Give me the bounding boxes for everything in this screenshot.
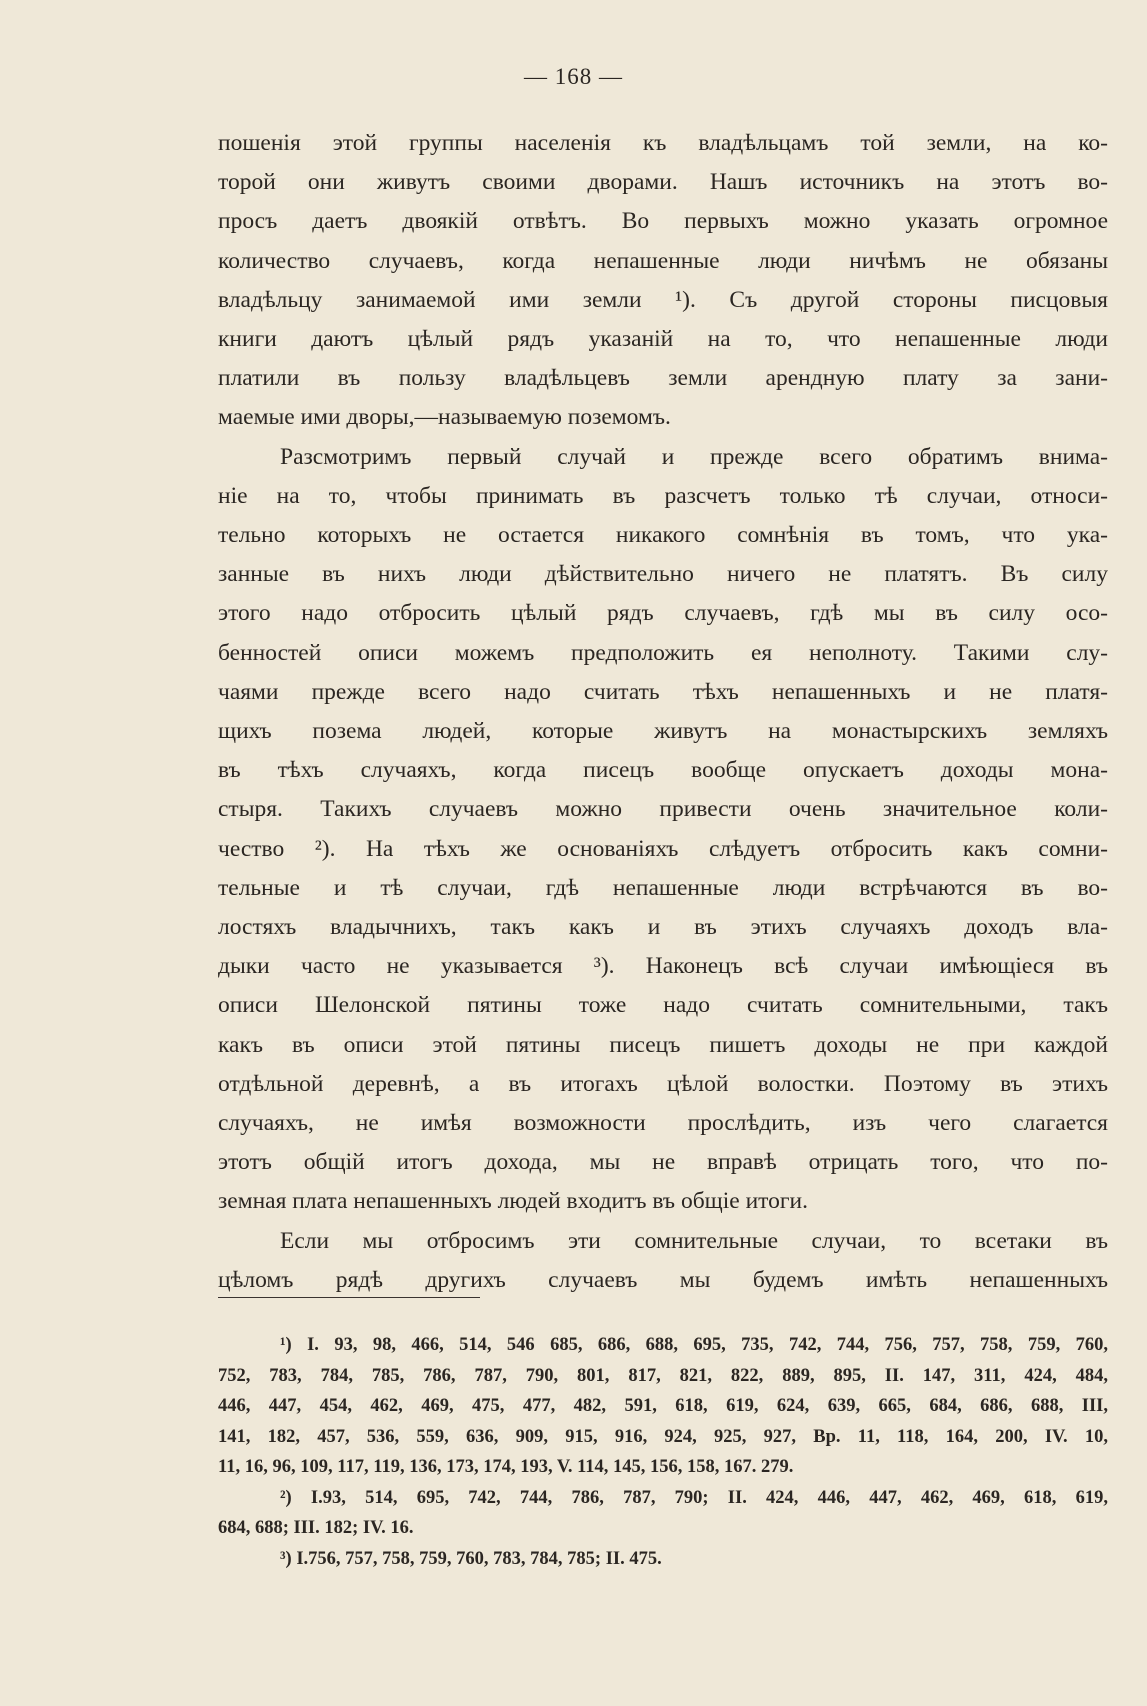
- text-line: бенностей описи можемъ предположить ея неполноту. Такими слу-: [218, 639, 1108, 666]
- text-line: дыки часто не указывается ³). Наконецъ всѣ случаи имѣющіеся въ: [218, 953, 1108, 980]
- text-line: лостяхъ владычнихъ, такъ какъ и въ этихъ случаяхъ доходъ вла-: [218, 914, 1108, 941]
- text-line: просъ даетъ двоякій отвѣтъ. Во первыхъ можно указать огромное: [218, 208, 1108, 235]
- text-line: въ тѣхъ случаяхъ, когда писецъ вообще опускаетъ доходы мона-: [218, 757, 1108, 784]
- text-line: пошенія этой группы населенія къ владѣльцамъ той земли, на ко-: [218, 130, 1108, 156]
- footnote-line: 141, 182, 457, 536, 559, 636, 909, 915, 916, 924, 925, 927, Вр. 11, 118, 164, 200, IV. 10,: [218, 1426, 1108, 1447]
- text-line: книги даютъ цѣлый рядъ указаній на то, что непашенные люди: [218, 326, 1108, 353]
- footnote-line: 11, 16, 96, 109, 117, 119, 136, 173, 174, 193, V. 114, 145, 156, 158, 167. 279.: [218, 1457, 794, 1477]
- text-line: платили въ пользу владѣльцевъ земли арендную плату за зани-: [218, 365, 1108, 392]
- footnote-line: ²) I.93, 514, 695, 742, 744, 786, 787, 790; II. 424, 446, 447, 462, 469, 618, 619,: [280, 1487, 1108, 1508]
- text-line: описи Шелонской пятины тоже надо считать сомнительными, такъ: [218, 992, 1108, 1019]
- text-line: чаями прежде всего надо считать тѣхъ непашенныхъ и не платя-: [218, 678, 1108, 705]
- text-line: количество случаевъ, когда непашенные люди ничѣмъ не обязаны: [218, 247, 1108, 274]
- page-number: — 168 —: [524, 64, 623, 89]
- text-line: Если мы отбросимъ эти сомнительные случаи, то всетаки въ: [280, 1227, 1108, 1254]
- footnote-line: ¹) I. 93, 98, 466, 514, 546 685, 686, 688, 695, 735, 742, 744, 756, 757, 758, 759, 760,: [280, 1335, 1108, 1355]
- footnote-divider: [218, 1297, 480, 1298]
- text-line: щихъ позема людей, которые живутъ на монастырскихъ земляхъ: [218, 718, 1108, 745]
- text-line: тельно которыхъ не остается никакого сомнѣнія въ томъ, что ука-: [218, 522, 1108, 549]
- footnotes: [218, 1330, 1108, 1574]
- text-line: этотъ общій итогъ дохода, мы не вправѣ отрицать того, что по-: [218, 1149, 1108, 1176]
- text-line: ніе на то, чтобы принимать въ разсчетъ только тѣ случаи, относи-: [218, 482, 1108, 509]
- footnote-line: 752, 783, 784, 785, 786, 787, 790, 801, 817, 821, 822, 889, 895, II. 147, 311, 424, 484,: [218, 1365, 1108, 1386]
- footnote-line: ³) I.756, 757, 758, 759, 760, 783, 784, 785; II. 475.: [280, 1548, 662, 1569]
- text-line: цѣломъ рядѣ другихъ случаевъ мы будемъ имѣть непашенныхъ: [218, 1266, 1108, 1293]
- text-line: случаяхъ, не имѣя возможности прослѣдить, изъ чего слагается: [218, 1110, 1108, 1137]
- text-line: какъ въ описи этой пятины писецъ пишетъ доходы не при каждой: [218, 1031, 1108, 1058]
- text-line: маемые ими дворы,—называемую поземомъ.: [218, 404, 671, 431]
- footnote-line: 684, 688; III. 182; IV. 16.: [218, 1518, 414, 1538]
- body-text: [218, 124, 1108, 1300]
- text-line: занные въ нихъ люди дѣйствительно ничего не платятъ. Въ силу: [218, 561, 1108, 588]
- text-line: торой они живутъ своими дворами. Нашъ источникъ на этотъ во-: [218, 169, 1108, 196]
- text-line: земная плата непашенныхъ людей входитъ въ общіе итоги.: [218, 1188, 808, 1215]
- text-line: владѣльцу занимаемой ими земли ¹). Съ другой стороны писцовыя: [218, 286, 1108, 313]
- text-line: отдѣльной деревнѣ, а въ итогахъ цѣлой волостки. Поэтому въ этихъ: [218, 1070, 1108, 1097]
- text-line: Разсмотримъ первый случай и прежде всего обратимъ внима-: [280, 443, 1108, 470]
- text-line: чество ²). На тѣхъ же основаніяхъ слѣдуетъ отбросить какъ сомни-: [218, 835, 1108, 862]
- text-line: тельные и тѣ случаи, гдѣ непашенные люди встрѣчаются въ во-: [218, 874, 1108, 901]
- footnote-line: 446, 447, 454, 462, 469, 475, 477, 482, 591, 618, 619, 624, 639, 665, 684, 686, 688, III,: [218, 1396, 1108, 1416]
- text-line: стыря. Такихъ случаевъ можно привести очень значительное коли-: [218, 796, 1108, 823]
- text-line: этого надо отбросить цѣлый рядъ случаевъ, гдѣ мы въ силу осо-: [218, 600, 1108, 627]
